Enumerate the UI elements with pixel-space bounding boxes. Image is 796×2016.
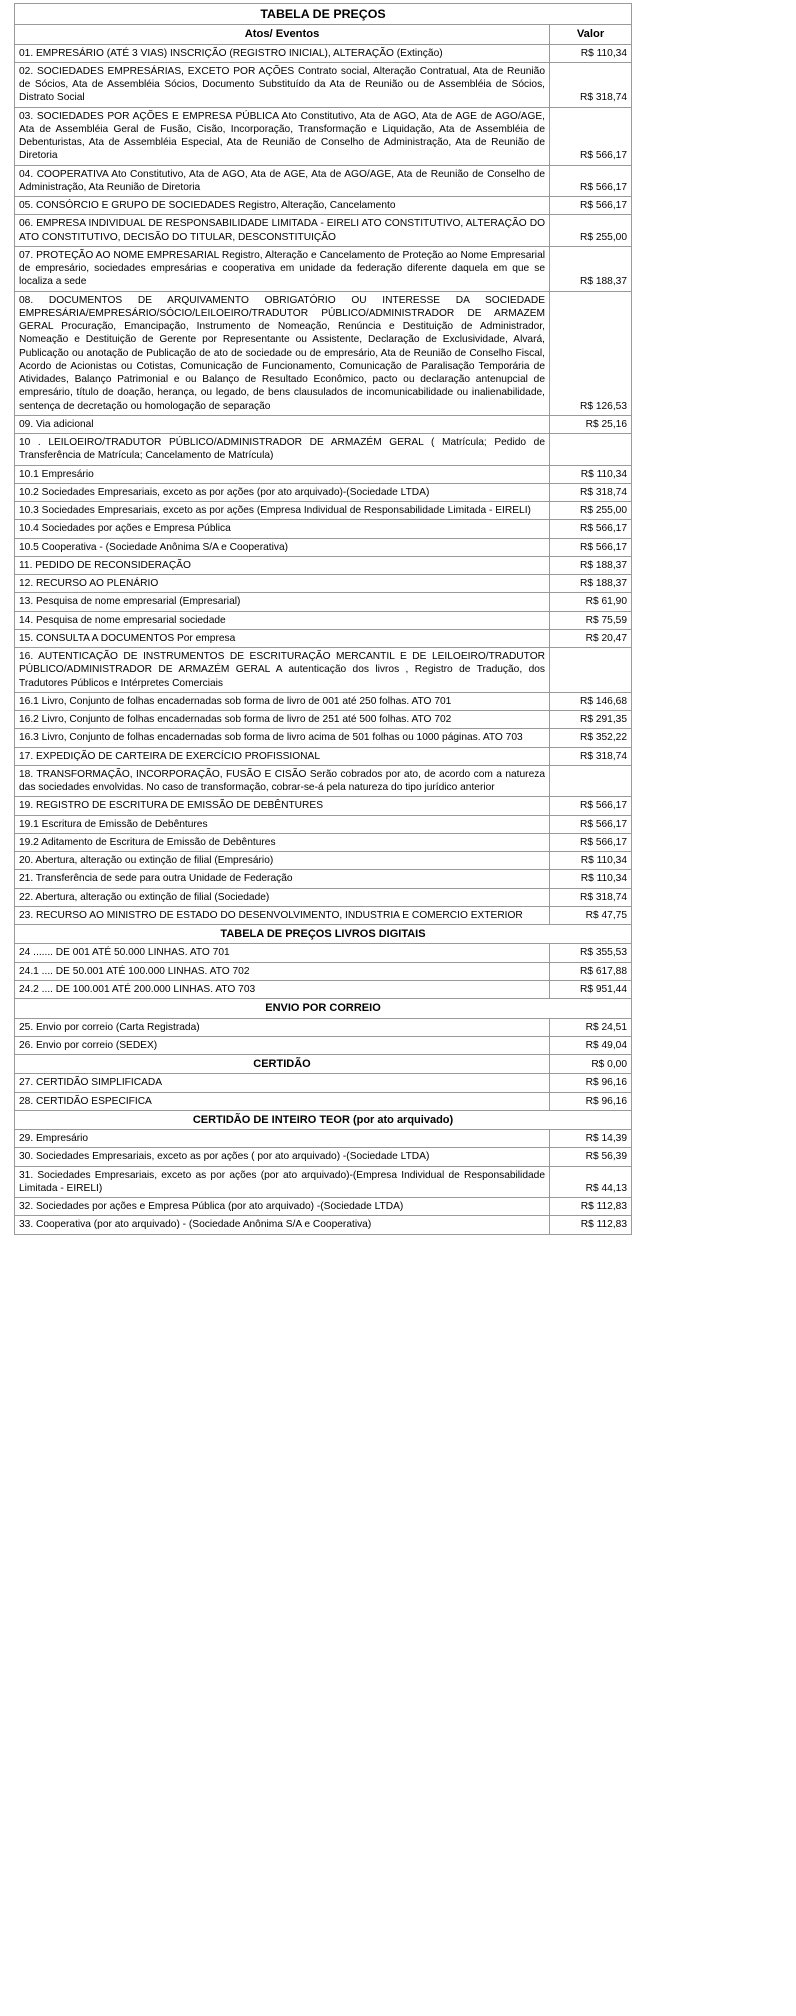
table-row bbox=[15, 165, 632, 197]
table-row bbox=[15, 215, 632, 247]
table-row bbox=[15, 62, 632, 107]
row-value: R$ 318,74 bbox=[550, 62, 632, 107]
row-description: 17. EXPEDIÇÃO DE CARTEIRA DE EXERCÍCIO PROFISSIONAL bbox=[15, 747, 550, 765]
table-row bbox=[15, 575, 632, 593]
row-value: R$ 112,83 bbox=[550, 1216, 632, 1234]
row-description: 24.1 .... DE 50.001 ATÉ 100.000 LINHAS. ATO 702 bbox=[15, 962, 550, 980]
row-value: R$ 188,37 bbox=[550, 556, 632, 574]
row-value: R$ 566,17 bbox=[550, 165, 632, 197]
table-row bbox=[15, 711, 632, 729]
row-value: R$ 188,37 bbox=[550, 246, 632, 291]
row-description: 10.5 Cooperativa - (Sociedade Anônima S/A e Cooperativa) bbox=[15, 538, 550, 556]
row-description: 20. Abertura, alteração ou extinção de filial (Empresário) bbox=[15, 852, 550, 870]
row-value: R$ 951,44 bbox=[550, 980, 632, 998]
row-description: 27. CERTIDÃO SIMPLIFICADA bbox=[15, 1074, 550, 1092]
table-row bbox=[15, 852, 632, 870]
row-value: R$ 110,34 bbox=[550, 465, 632, 483]
table-row bbox=[15, 944, 632, 962]
table-row bbox=[15, 434, 632, 466]
section-banner-row bbox=[15, 999, 632, 1018]
table-row bbox=[15, 1130, 632, 1148]
table-row bbox=[15, 291, 632, 415]
row-description: 26. Envio por correio (SEDEX) bbox=[15, 1036, 550, 1054]
row-description: 24.2 .... DE 100.001 ATÉ 200.000 LINHAS. ATO 703 bbox=[15, 980, 550, 998]
row-value: R$ 44,13 bbox=[550, 1166, 632, 1198]
table-title: TABELA DE PREÇOS bbox=[15, 4, 632, 25]
row-value: R$ 566,17 bbox=[550, 815, 632, 833]
row-description: 16. AUTENTICAÇÃO DE INSTRUMENTOS DE ESCRITURAÇÃO MERCANTIL E DE LEILOEIRO/TRADUTOR PÚBLICO/ADMINISTRADOR DE ARMAZÉM GERAL A autenticação dos livros , Registro de Tradução, dos Tradutores Públicos e Intérpretes Comerciais bbox=[15, 648, 550, 693]
table-row bbox=[15, 1036, 632, 1054]
table-row bbox=[15, 1198, 632, 1216]
row-value: R$ 566,17 bbox=[550, 797, 632, 815]
section-banner-label: ENVIO POR CORREIO bbox=[15, 999, 632, 1018]
column-header-value: Valor bbox=[550, 25, 632, 45]
row-description: 06. EMPRESA INDIVIDUAL DE RESPONSABILIDADE LIMITADA - EIRELI ATO CONSTITUTIVO, ALTERAÇÃO DO ATO CONSTITUTIVO, DECISÃO DO TITULAR, DESCONSTITUIÇÃO bbox=[15, 215, 550, 247]
row-description: 12. RECURSO AO PLENÁRIO bbox=[15, 575, 550, 593]
row-value: R$ 318,74 bbox=[550, 888, 632, 906]
row-description: 11. PEDIDO DE RECONSIDERAÇÃO bbox=[15, 556, 550, 574]
row-description: 16.2 Livro, Conjunto de folhas encadernadas sob forma de livro de 251 até 500 folhas. ATO 702 bbox=[15, 711, 550, 729]
row-value: R$ 61,90 bbox=[550, 593, 632, 611]
row-value: R$ 566,17 bbox=[550, 107, 632, 165]
table-row bbox=[15, 765, 632, 797]
table-row bbox=[15, 44, 632, 62]
price-table bbox=[14, 3, 632, 1235]
row-value: R$ 566,17 bbox=[550, 520, 632, 538]
row-value: R$ 318,74 bbox=[550, 483, 632, 501]
column-header-description: Atos/ Eventos bbox=[15, 25, 550, 45]
row-description: 01. EMPRESÁRIO (ATÉ 3 VIAS) INSCRIÇÃO (REGISTRO INICIAL), ALTERAÇÃO (Extinção) bbox=[15, 44, 550, 62]
row-value: R$ 291,35 bbox=[550, 711, 632, 729]
row-description: 32. Sociedades por ações e Empresa Pública (por ato arquivado) -(Sociedade LTDA) bbox=[15, 1198, 550, 1216]
price-table-body bbox=[15, 4, 632, 1235]
row-value: R$ 0,00 bbox=[550, 1055, 632, 1074]
row-description: 15. CONSULTA A DOCUMENTOS Por empresa bbox=[15, 629, 550, 647]
row-value: R$ 96,16 bbox=[550, 1092, 632, 1110]
row-value: R$ 126,53 bbox=[550, 291, 632, 415]
table-title-row bbox=[15, 4, 632, 25]
table-row bbox=[15, 870, 632, 888]
row-description: 10 . LEILOEIRO/TRADUTOR PÚBLICO/ADMINISTRADOR DE ARMAZÉM GERAL ( Matrícula; Pedido de Transferência de Matrícula; Cancelamento de Matrícula) bbox=[15, 434, 550, 466]
row-value: R$ 110,34 bbox=[550, 852, 632, 870]
row-description: 28. CERTIDÃO ESPECIFICA bbox=[15, 1092, 550, 1110]
table-row bbox=[15, 906, 632, 924]
table-row bbox=[15, 729, 632, 747]
section-banner-label: CERTIDÃO DE INTEIRO TEOR (por ato arquivado) bbox=[15, 1110, 632, 1129]
price-table-container bbox=[14, 3, 631, 1235]
table-row bbox=[15, 962, 632, 980]
row-value: R$ 355,53 bbox=[550, 944, 632, 962]
row-value: R$ 24,51 bbox=[550, 1018, 632, 1036]
row-value: R$ 566,17 bbox=[550, 833, 632, 851]
row-description: 05. CONSÓRCIO E GRUPO DE SOCIEDADES Registro, Alteração, Cancelamento bbox=[15, 197, 550, 215]
row-value: R$ 318,74 bbox=[550, 747, 632, 765]
row-description: 08. DOCUMENTOS DE ARQUIVAMENTO OBRIGATÓRIO OU INTERESSE DA SOCIEDADE EMPRESÁRIA/EMPRESÁRIO/SÓCIO/LEILOEIRO/TRADUTOR PÚBLICO/ADMINISTRADOR DE ARMAZEM GERAL Procuração, Emancipação, Instrumento de Nomeação, Renúncia e Destituição de Administrador, Nomeação e Destituição de Gerente por Representante ou Assistente, Declaração de Exclusividade, Alvará, Publicação ou anotação de Publicação de ato de sociedade ou de empresário, Ata de Reunião de Conselho Fiscal, Acordo de Acionistas ou Cotistas, Comunicação de Funcionamento, Comunicação de Paralisação Temporária de Atividades, Balanço Patrimonial e ou Balanço de Resultado Econômico, pacto ou declaração antenupcial de empresário, título de doação, herança, ou legado, de bens clausulados de incomunicabilidade ou inalienabilidade, sentença de decretação ou homologação de separação bbox=[15, 291, 550, 415]
table-row bbox=[15, 833, 632, 851]
table-row bbox=[15, 797, 632, 815]
row-description: 21. Transferência de sede para outra Unidade de Federação bbox=[15, 870, 550, 888]
table-row bbox=[15, 107, 632, 165]
row-value: R$ 14,39 bbox=[550, 1130, 632, 1148]
row-description: 10.3 Sociedades Empresariais, exceto as por ações (Empresa Individual de Responsabilidade Limitada - EIRELI) bbox=[15, 502, 550, 520]
row-value bbox=[550, 648, 632, 693]
row-description: 29. Empresário bbox=[15, 1130, 550, 1148]
row-description: 16.1 Livro, Conjunto de folhas encadernadas sob forma de livro de 001 até 250 folhas. ATO 701 bbox=[15, 692, 550, 710]
table-row bbox=[15, 1148, 632, 1166]
row-description: 31. Sociedades Empresariais, exceto as por ações (por ato arquivado)-(Empresa Individual de Responsabilidade Limitada - EIRELI) bbox=[15, 1166, 550, 1198]
row-description: 09. Via adicional bbox=[15, 415, 550, 433]
row-description: 25. Envio por correio (Carta Registrada) bbox=[15, 1018, 550, 1036]
row-description: 10.2 Sociedades Empresariais, exceto as por ações (por ato arquivado)-(Sociedade LTDA) bbox=[15, 483, 550, 501]
table-row bbox=[15, 1092, 632, 1110]
row-description: 19.2 Aditamento de Escritura de Emissão de Debêntures bbox=[15, 833, 550, 851]
table-row bbox=[15, 538, 632, 556]
table-row bbox=[15, 1166, 632, 1198]
row-value: R$ 352,22 bbox=[550, 729, 632, 747]
section-banner-label: CERTIDÃO bbox=[15, 1055, 550, 1074]
row-description: 03. SOCIEDADES POR AÇÕES E EMPRESA PÚBLICA Ato Constitutivo, Ata de AGO, Ata de AGE de AGO/AGE, Ata de Assembléia Geral de Fusão, Cisão, Incorporação, Transformação e Liquidação, Ata de Assembléia de Debenturistas, Ata de Assembléia Especial, Ata de Reunião de Conselho de Administração, Ata de Reunião de Diretoria bbox=[15, 107, 550, 165]
row-description: 22. Abertura, alteração ou extinção de filial (Sociedade) bbox=[15, 888, 550, 906]
row-value bbox=[550, 434, 632, 466]
table-row bbox=[15, 415, 632, 433]
row-description: 33. Cooperativa (por ato arquivado) - (Sociedade Anônima S/A e Cooperativa) bbox=[15, 1216, 550, 1234]
row-value: R$ 110,34 bbox=[550, 44, 632, 62]
table-row bbox=[15, 593, 632, 611]
table-row bbox=[15, 648, 632, 693]
row-value: R$ 110,34 bbox=[550, 870, 632, 888]
row-value: R$ 47,75 bbox=[550, 906, 632, 924]
row-description: 16.3 Livro, Conjunto de folhas encadernadas sob forma de livro acima de 501 folhas ou 1000 páginas. ATO 703 bbox=[15, 729, 550, 747]
row-value: R$ 617,88 bbox=[550, 962, 632, 980]
row-value: R$ 49,04 bbox=[550, 1036, 632, 1054]
row-value: R$ 112,83 bbox=[550, 1198, 632, 1216]
row-description: 13. Pesquisa de nome empresarial (Empresarial) bbox=[15, 593, 550, 611]
row-description: 30. Sociedades Empresariais, exceto as por ações ( por ato arquivado) -(Sociedade LTDA) bbox=[15, 1148, 550, 1166]
row-value: R$ 96,16 bbox=[550, 1074, 632, 1092]
table-row bbox=[15, 556, 632, 574]
table-row bbox=[15, 197, 632, 215]
row-value: R$ 255,00 bbox=[550, 502, 632, 520]
row-value: R$ 75,59 bbox=[550, 611, 632, 629]
row-description: 14. Pesquisa de nome empresarial sociedade bbox=[15, 611, 550, 629]
row-description: 24 ....... DE 001 ATÉ 50.000 LINHAS. ATO 701 bbox=[15, 944, 550, 962]
row-description: 07. PROTEÇÃO AO NOME EMPRESARIAL Registro, Alteração e Cancelamento de Proteção ao Nome Empresarial de empresário, sociedades empresárias e cooperativa em unidade da federação diferente daquela em que se localiza a sede bbox=[15, 246, 550, 291]
table-row bbox=[15, 747, 632, 765]
row-value: R$ 25,16 bbox=[550, 415, 632, 433]
table-row bbox=[15, 1216, 632, 1234]
row-value: R$ 566,17 bbox=[550, 197, 632, 215]
row-description: 02. SOCIEDADES EMPRESÁRIAS, EXCETO POR AÇÕES Contrato social, Alteração Contratual, Ata de Reunião de Sócios, Ata de Assembléia Sócios, Documento Substituído da Ata de Reunião ou de Assembléia de Sócios, Distrato Social bbox=[15, 62, 550, 107]
table-row bbox=[15, 1074, 632, 1092]
row-value bbox=[550, 765, 632, 797]
table-row bbox=[15, 502, 632, 520]
row-description: 19. REGISTRO DE ESCRITURA DE EMISSÃO DE DEBÊNTURES bbox=[15, 797, 550, 815]
row-description: 23. RECURSO AO MINISTRO DE ESTADO DO DESENVOLVIMENTO, INDUSTRIA E COMERCIO EXTERIOR bbox=[15, 906, 550, 924]
section-banner-label: TABELA DE PREÇOS LIVROS DIGITAIS bbox=[15, 925, 632, 944]
table-header-row bbox=[15, 25, 632, 45]
row-description: 19.1 Escritura de Emissão de Debêntures bbox=[15, 815, 550, 833]
table-row bbox=[15, 692, 632, 710]
section-banner-row bbox=[15, 1055, 632, 1074]
table-row bbox=[15, 520, 632, 538]
row-value: R$ 566,17 bbox=[550, 538, 632, 556]
row-description: 10.1 Empresário bbox=[15, 465, 550, 483]
section-banner-row bbox=[15, 925, 632, 944]
row-value: R$ 146,68 bbox=[550, 692, 632, 710]
table-row bbox=[15, 611, 632, 629]
table-row bbox=[15, 815, 632, 833]
table-row bbox=[15, 246, 632, 291]
row-description: 10.4 Sociedades por ações e Empresa Pública bbox=[15, 520, 550, 538]
row-value: R$ 188,37 bbox=[550, 575, 632, 593]
table-row bbox=[15, 888, 632, 906]
table-row bbox=[15, 483, 632, 501]
section-banner-row bbox=[15, 1110, 632, 1129]
table-row bbox=[15, 629, 632, 647]
row-value: R$ 20,47 bbox=[550, 629, 632, 647]
row-description: 18. TRANSFORMAÇÃO, INCORPORAÇÃO, FUSÃO E CISÃO Serão cobrados por ato, de acordo com a natureza das sociedades envolvidas. No caso de transformação, cobrar-se-á pela natureza do tipo jurídico anterior bbox=[15, 765, 550, 797]
table-row bbox=[15, 465, 632, 483]
row-value: R$ 56,39 bbox=[550, 1148, 632, 1166]
table-row bbox=[15, 980, 632, 998]
row-description: 04. COOPERATIVA Ato Constitutivo, Ata de AGO, Ata de AGE, Ata de AGO/AGE, Ata de Reunião de Conselho de Administração, Ata Reunião de Diretoria bbox=[15, 165, 550, 197]
table-row bbox=[15, 1018, 632, 1036]
row-value: R$ 255,00 bbox=[550, 215, 632, 247]
